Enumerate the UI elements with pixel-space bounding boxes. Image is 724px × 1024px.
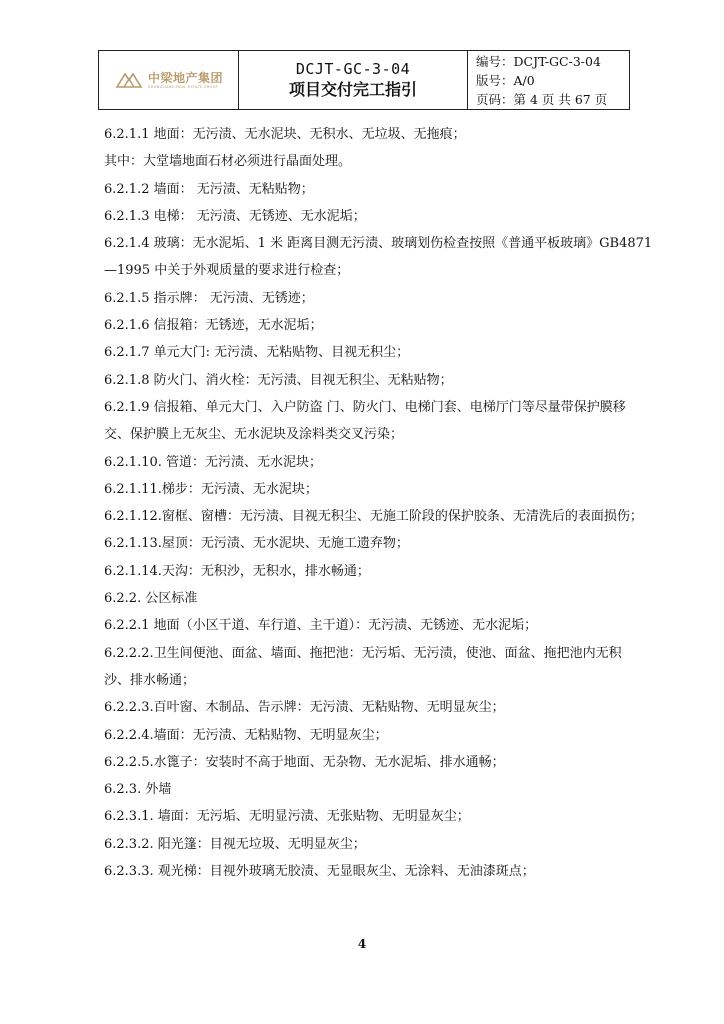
company-logo (99, 51, 239, 109)
page-number: 4 (357, 937, 367, 951)
logo-emblem-icon (114, 71, 144, 89)
text-line: 6.2.1.10. 管道：无污渍、无水泥块； (104, 454, 323, 470)
document-header (98, 50, 630, 110)
text-line: 6.2.1.8 防火门、消火栓：无污渍、目视无积尘、无粘贴物； (104, 372, 453, 388)
section-heading: 6.2.2. 公区标准 (104, 591, 198, 607)
text-line: 交、保护膜上无灰尘、无水泥块及涂料类交叉污染； (104, 427, 404, 443)
meta-page: 页码：第 4 页 共 67 页 (476, 91, 608, 107)
text-line: —1995 中关于外观质量的要求进行检查； (104, 263, 350, 279)
text-line: 6.2.1.12.窗框、窗槽：无污渍、目视无积尘、无施工阶段的保护胶条、无清洗后的表面损伤； (104, 509, 643, 525)
text-line: 沙、排水畅通； (104, 672, 196, 688)
text-line: 6.2.1.3 电梯： 无污渍、无锈迹、无水泥垢； (104, 208, 366, 224)
text-line: 其中：大堂墙地面石材必须进行晶面处理。 (104, 154, 352, 170)
text-line: 6.2.1.14.天沟：无积沙，无积水，排水畅通； (104, 563, 370, 579)
text-line: 6.2.3.1. 墙面：无污垢、无明显污渍、无张贴物、无明显灰尘； (104, 809, 470, 825)
text-line: 6.2.1.7 单元大门: 无污渍、无粘贴物、目视无积尘； (104, 345, 410, 361)
text-line: 6.2.2.5.水篦子：安装时不高于地面、无杂物、无水泥垢、排水通畅； (104, 754, 505, 770)
text-line: 6.2.3.3. 观光梯：目视外玻璃无胶渍、无显眼灰尘、无涂料、无油漆斑点； (104, 864, 535, 880)
text-line: 6.2.1.13.屋顶：无污渍、无水泥块、无施工遗弃物； (104, 536, 409, 552)
section-heading: 6.2.3. 外墙 (104, 782, 172, 798)
title-cell (239, 51, 468, 109)
logo-subtext: ZHONGLIANG REAL ESTATE GROUP (147, 84, 218, 89)
document-title: 项目交付完工指引 (288, 80, 417, 99)
text-line: 6.2.3.2. 阳光篷：目视无垃圾、无明显灰尘； (104, 836, 366, 852)
text-line: 6.2.1.1 地面：无污渍、无水泥块、无积水、无垃圾、无拖痕； (104, 127, 466, 142)
logo-text: 中梁地产集团 (147, 70, 223, 85)
text-line: 6.2.1.2 墙面： 无污渍、无粘贴物； (104, 181, 314, 197)
meta-number: 编号：DCJT-GC-3-04 (476, 53, 601, 69)
text-line: 6.2.1.4 玻璃：无水泥垢、1 米 距离目测无污渍、玻璃划伤检查按照《普通平板玻璃》GB4871 (104, 236, 653, 252)
text-line: 6.2.2.3.百叶窗、木制品、告示牌：无污渍、无粘贴物、无明显灰尘； (104, 700, 505, 716)
document-code: DCJT-GC-3-04 (295, 60, 411, 78)
text-line: 6.2.1.6 信报箱：无锈迹，无水泥垢； (104, 318, 323, 334)
text-line: 6.2.2.4.墙面：无污渍、无粘贴物、无明显灰尘； (104, 727, 388, 743)
text-line: 6.2.1.11.梯步：无污渍、无水泥块； (104, 481, 318, 497)
text-line: 6.2.2.2.卫生间便池、面盆、墙面、拖把池：无污垢、无污渍，使池、面盆、拖把池内无积 (104, 645, 622, 661)
document-body (104, 121, 653, 885)
text-line: 6.2.1.5 指示牌： 无污渍、无锈迹； (104, 290, 314, 306)
text-line: 6.2.2.1 地面（小区干道、车行道、主干道）：无污渍、无锈迹、无水泥垢； (104, 618, 538, 634)
meta-version: 版号：A/0 (476, 72, 535, 88)
meta-cell (468, 51, 629, 109)
text-line: 6.2.1.9 信报箱、单元大门、入户防盗 门、防火门、电梯门套、电梯厅门等尽量带保护膜移 (104, 399, 626, 415)
